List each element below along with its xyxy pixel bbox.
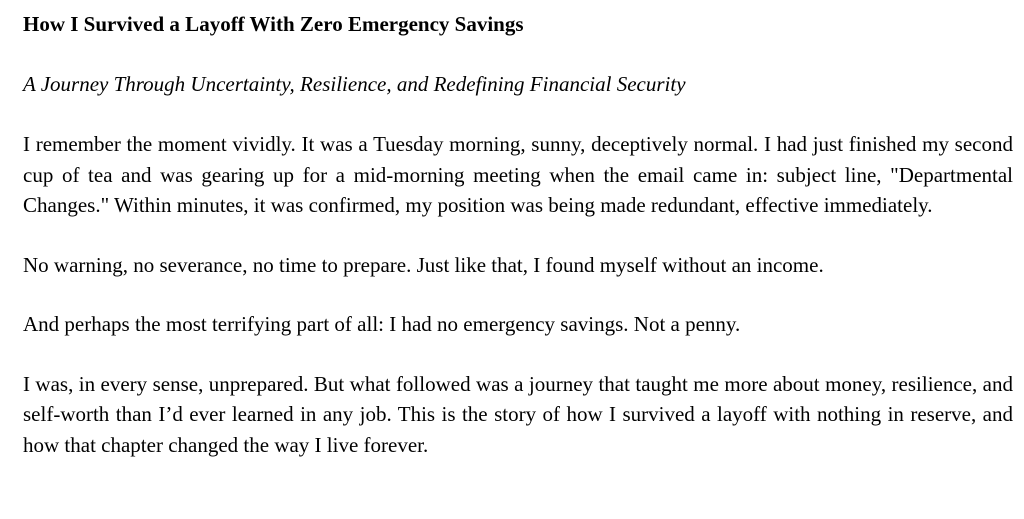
document-body bbox=[23, 9, 1013, 460]
document-subtitle: A Journey Through Uncertainty, Resilience, and Redefining Financial Security bbox=[23, 72, 686, 96]
paragraph-journey: I was, in every sense, unprepared. But what followed was a journey that taught me more about money, resilience, and self-worth than I’d ever learned in any job. This is the story of how I survived a layoff with nothing in reserve, and how that chapter changed the way I live forever. bbox=[23, 371, 1013, 457]
paragraph-no-warning: No warning, no severance, no time to prepare. Just like that, I found myself without an income. bbox=[23, 252, 824, 277]
paragraph-layoff-moment: I remember the moment vividly. It was a Tuesday morning, sunny, deceptively normal. I had just finished my second cup of tea and was gearing up for a mid-morning meeting when the email came in: subject line, "Departmental Changes." Within minutes, it was confirmed, my position was being made redundant, effective immediately. bbox=[23, 132, 1013, 217]
document-title: How I Survived a Layoff With Zero Emergency Savings bbox=[23, 12, 524, 36]
paragraph-no-savings: And perhaps the most terrifying part of all: I had no emergency savings. Not a penny. bbox=[23, 312, 741, 336]
